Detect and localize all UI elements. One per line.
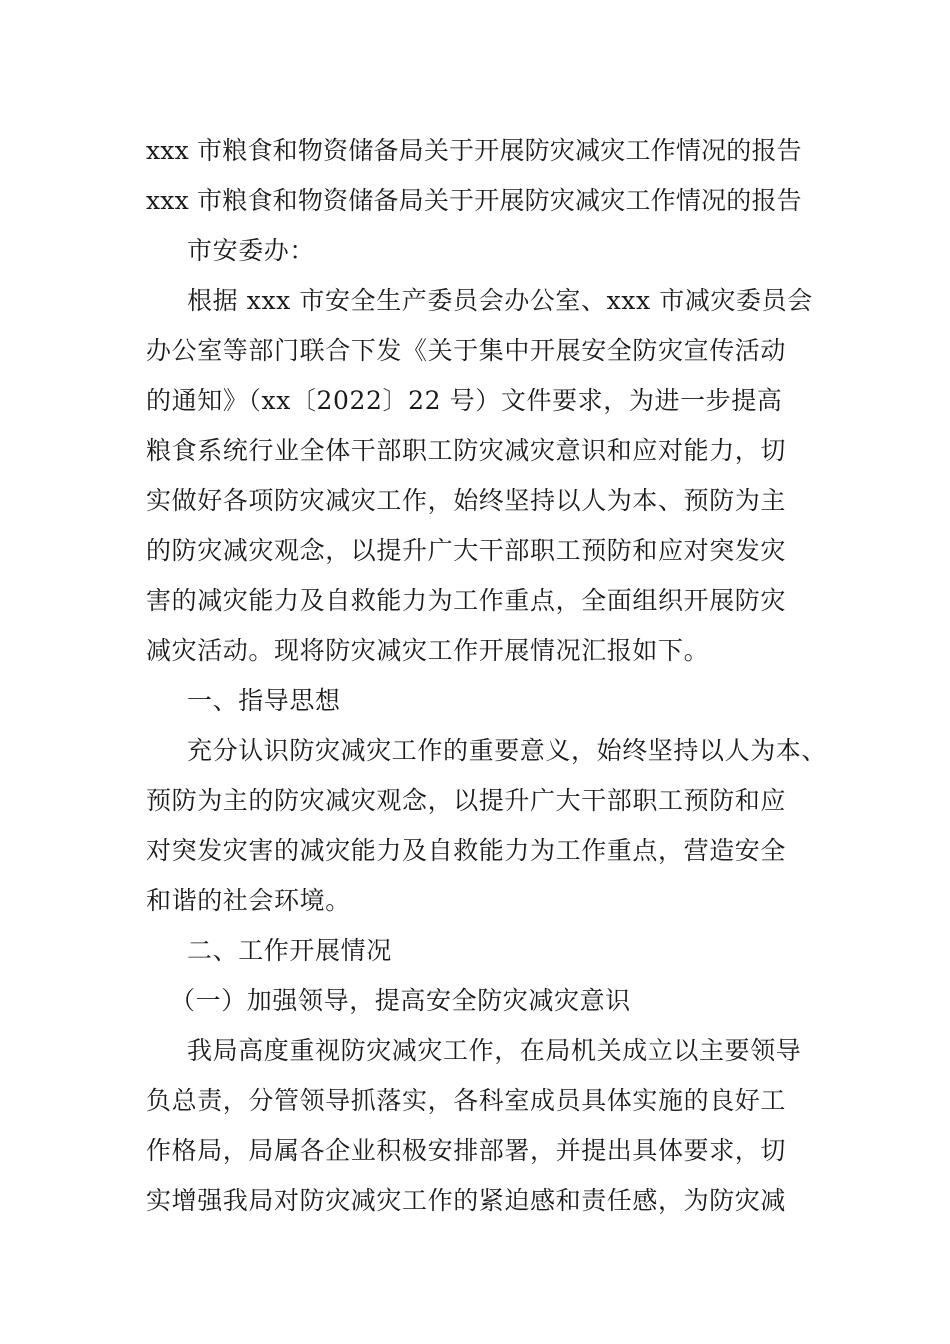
para3-line-1: 我局高度重视防灾减灾工作，在局机关成立以主要领导 <box>187 1036 802 1065</box>
para1-line-8: 减灾活动。现将防灾减灾工作开展情况汇报如下。 <box>146 636 710 665</box>
para1-line-2: 办公室等部门联合下发《关于集中开展安全防灾宣传活动 <box>146 336 787 365</box>
para2-line-3: 对突发灾害的减灾能力及自救能力为工作重点，营造安全 <box>146 836 787 865</box>
salutation: 市安委办： <box>187 236 316 265</box>
heading-work-progress: 二、工作开展情况 <box>187 936 392 965</box>
para2-line-2: 预防为主的防灾减灾观念，以提升广大干部职工预防和应 <box>146 786 787 815</box>
para3-line-4: 实增强我局对防灾减灾工作的紧迫感和责任感，为防灾减 <box>146 1186 787 1215</box>
para1-line-4: 粮食系统行业全体干部职工防灾减灾意识和应对能力，切 <box>146 436 787 465</box>
para3-line-3: 作格局，局属各企业积极安排部署，并提出具体要求，切 <box>146 1136 787 1165</box>
heading-guiding-ideology: 一、指导思想 <box>187 686 341 715</box>
para2-line-1: 充分认识防灾减灾工作的重要意义，始终坚持以人为本、 <box>187 736 828 765</box>
title-line-2: xxx 市粮食和物资储备局关于开展防灾减灾工作情况的报告 <box>146 186 802 215</box>
para1-line-7: 害的减灾能力及自救能力为工作重点，全面组织开展防灾 <box>146 586 787 615</box>
para1-line-5: 实做好各项防灾减灾工作，始终坚持以人为本、预防为主 <box>146 486 787 515</box>
para1-line-6: 的防灾减灾观念，以提升广大干部职工预防和应对突发灾 <box>146 536 787 565</box>
subheading-leadership: （一）加强领导，提高安全防灾减灾意识 <box>170 986 631 1015</box>
para1-line-3: 的通知》（xx〔2022〕22 号）文件要求，为进一步提高 <box>146 386 783 415</box>
title-line-1: xxx 市粮食和物资储备局关于开展防灾减灾工作情况的报告 <box>146 136 802 165</box>
para2-line-4: 和谐的社会环境。 <box>146 886 351 915</box>
para3-line-2: 负总责，分管领导抓落实，各科室成员具体实施的良好工 <box>146 1086 787 1115</box>
para1-line-1: 根据 xxx 市安全生产委员会办公室、xxx 市减灾委员会 <box>187 286 813 315</box>
